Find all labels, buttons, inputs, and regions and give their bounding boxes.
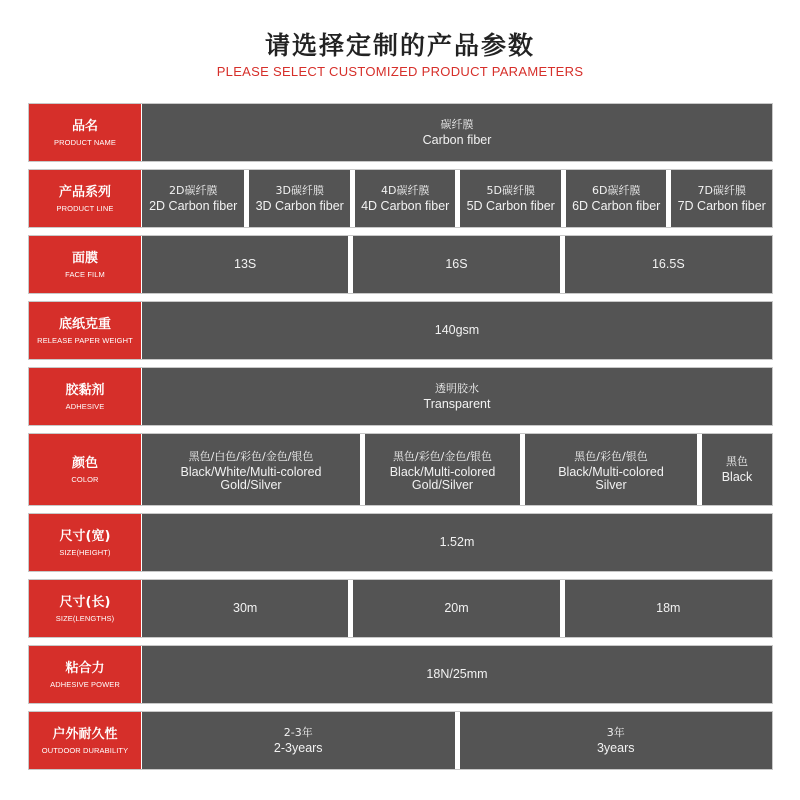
value-text-en: 5D Carbon fiber: [466, 199, 555, 213]
parameter-row: [28, 579, 773, 638]
row-label: [29, 302, 142, 359]
parameter-row: [28, 711, 773, 770]
value-text-en: 3years: [596, 741, 635, 755]
value-text-en: 6D Carbon fiber: [572, 199, 661, 213]
value-text-en: Black/White/Multi-colored: [180, 464, 322, 479]
row-values: [142, 170, 772, 227]
value-text-en: Black/Multi-colored: [389, 464, 496, 479]
parameter-row: [28, 235, 773, 294]
value-text-en: 1.52m: [439, 535, 475, 549]
value-text-en: Gold/Silver: [411, 477, 474, 492]
value-cell: [142, 236, 348, 293]
row-label-cn: 尺寸(宽): [59, 529, 111, 544]
value-cell: [142, 368, 772, 425]
row-values: [142, 368, 772, 425]
value-text-en: 16.5S: [651, 257, 685, 271]
value-text-en: 18m: [656, 601, 681, 615]
row-label-en: SIZE(LENGTHS): [55, 614, 115, 623]
row-label-cn: 品名: [71, 119, 98, 134]
value-text-en: 4D Carbon fiber: [361, 199, 450, 213]
value-cell: [353, 580, 559, 637]
row-label-cn: 面膜: [71, 251, 98, 266]
value-text-cn: 4D碳纤膜: [381, 184, 430, 197]
value-cell: [142, 104, 772, 161]
row-label-cn: 粘合力: [65, 661, 105, 676]
row-values: [142, 580, 772, 637]
parameter-row: [28, 645, 773, 704]
value-cell: [142, 514, 772, 571]
value-text-en: 20m: [444, 601, 469, 615]
row-values: [142, 236, 772, 293]
row-label: [29, 712, 142, 769]
value-text-cn: 黑色/白色/彩色/金色/银色: [188, 449, 314, 463]
value-text-cn: 黑色/彩色/金色/银色: [392, 449, 493, 463]
row-values: [142, 712, 772, 769]
value-text-en: 13S: [234, 257, 257, 271]
value-text-cn: 黑色/彩色/银色: [574, 449, 648, 463]
row-label-en: OUTDOOR DURABILITY: [41, 746, 129, 755]
row-label: [29, 514, 142, 571]
row-label-cn: 底纸克重: [58, 317, 111, 332]
value-text-en: Gold/Silver: [220, 477, 282, 492]
row-label-cn: 产品系列: [58, 185, 111, 200]
value-text-cn: 透明胶水: [435, 382, 479, 395]
row-label-en: PRODUCT NAME: [54, 138, 116, 147]
row-values: [142, 646, 772, 703]
parameter-row: [28, 103, 773, 162]
value-text-cn: 3D碳纤膜: [275, 184, 324, 197]
row-values: [142, 514, 772, 571]
row-values: [142, 302, 772, 359]
value-text-cn: 碳纤膜: [440, 118, 474, 131]
value-text-en: Transparent: [423, 397, 491, 411]
value-cell: [565, 580, 772, 637]
value-cell: [142, 302, 772, 359]
row-values: [142, 104, 772, 161]
value-text-en: 7D Carbon fiber: [677, 199, 766, 213]
page-subtitle: PLEASE SELECT CUSTOMIZED PRODUCT PARAMETERS: [216, 64, 584, 79]
row-label: [29, 646, 142, 703]
page-title: 请选择定制的产品参数: [264, 31, 535, 60]
value-cell: [460, 712, 773, 769]
value-cell: [249, 170, 350, 227]
row-label-en: ADHESIVE POWER: [50, 680, 120, 689]
row-label: [29, 434, 142, 505]
value-text-cn: 黑色: [726, 455, 748, 468]
row-label-cn: 户外耐久性: [52, 727, 118, 742]
value-cell: [142, 170, 244, 227]
value-text-cn: 3年: [606, 726, 625, 739]
value-text-en: 16S: [445, 257, 468, 271]
value-text-cn: 7D碳纤膜: [697, 184, 746, 197]
row-label-en: FACE FILM: [65, 270, 105, 279]
value-cell: [142, 646, 772, 703]
value-text-en: 18N/25mm: [426, 667, 488, 681]
value-cell: [355, 170, 456, 227]
parameter-row: [28, 513, 773, 572]
value-cell: [525, 434, 697, 505]
value-cell: [460, 170, 561, 227]
value-cell: [142, 712, 455, 769]
value-text-en: 2D Carbon fiber: [149, 199, 238, 213]
row-label: [29, 170, 142, 227]
value-text-en: 30m: [233, 601, 258, 615]
value-text-en: Black/Multi-colored: [558, 464, 664, 479]
value-cell: [566, 170, 667, 227]
row-label: [29, 368, 142, 425]
value-text-cn: 5D碳纤膜: [486, 184, 535, 197]
row-label-en: SIZE(HEIGHT): [59, 548, 111, 557]
row-label-en: ADHESIVE: [65, 402, 105, 411]
row-label: [29, 104, 142, 161]
parameter-row: [28, 169, 773, 228]
value-cell: [671, 170, 772, 227]
value-text-cn: 2-3年: [283, 726, 313, 739]
value-text-en: 2-3years: [273, 741, 323, 755]
row-label-cn: 尺寸(长): [59, 595, 111, 610]
value-cell: [702, 434, 772, 505]
parameter-row: [28, 367, 773, 426]
row-label-en: PRODUCT LINE: [56, 204, 114, 213]
value-cell: [565, 236, 772, 293]
value-text-en: Carbon fiber: [422, 133, 492, 147]
value-cell: [142, 580, 348, 637]
row-label-cn: 颜色: [71, 456, 98, 471]
value-cell: [365, 434, 520, 505]
row-label: [29, 580, 142, 637]
value-text-en: 3D Carbon fiber: [255, 199, 344, 213]
value-text-cn: 2D碳纤膜: [169, 184, 218, 197]
value-text-cn: 6D碳纤膜: [592, 184, 641, 197]
value-text-en: Black: [721, 470, 753, 484]
value-cell: [353, 236, 559, 293]
parameter-row: [28, 301, 773, 360]
row-values: [142, 434, 772, 505]
row-label-en: COLOR: [71, 475, 99, 484]
value-text-en: Silver: [595, 477, 627, 492]
value-text-en: 140gsm: [434, 323, 480, 337]
value-cell: [142, 434, 360, 505]
parameter-row: [28, 433, 773, 506]
row-label-cn: 胶黏剂: [65, 383, 105, 398]
row-label-en: RELEASE PAPER WEIGHT: [37, 336, 133, 345]
row-label: [29, 236, 142, 293]
